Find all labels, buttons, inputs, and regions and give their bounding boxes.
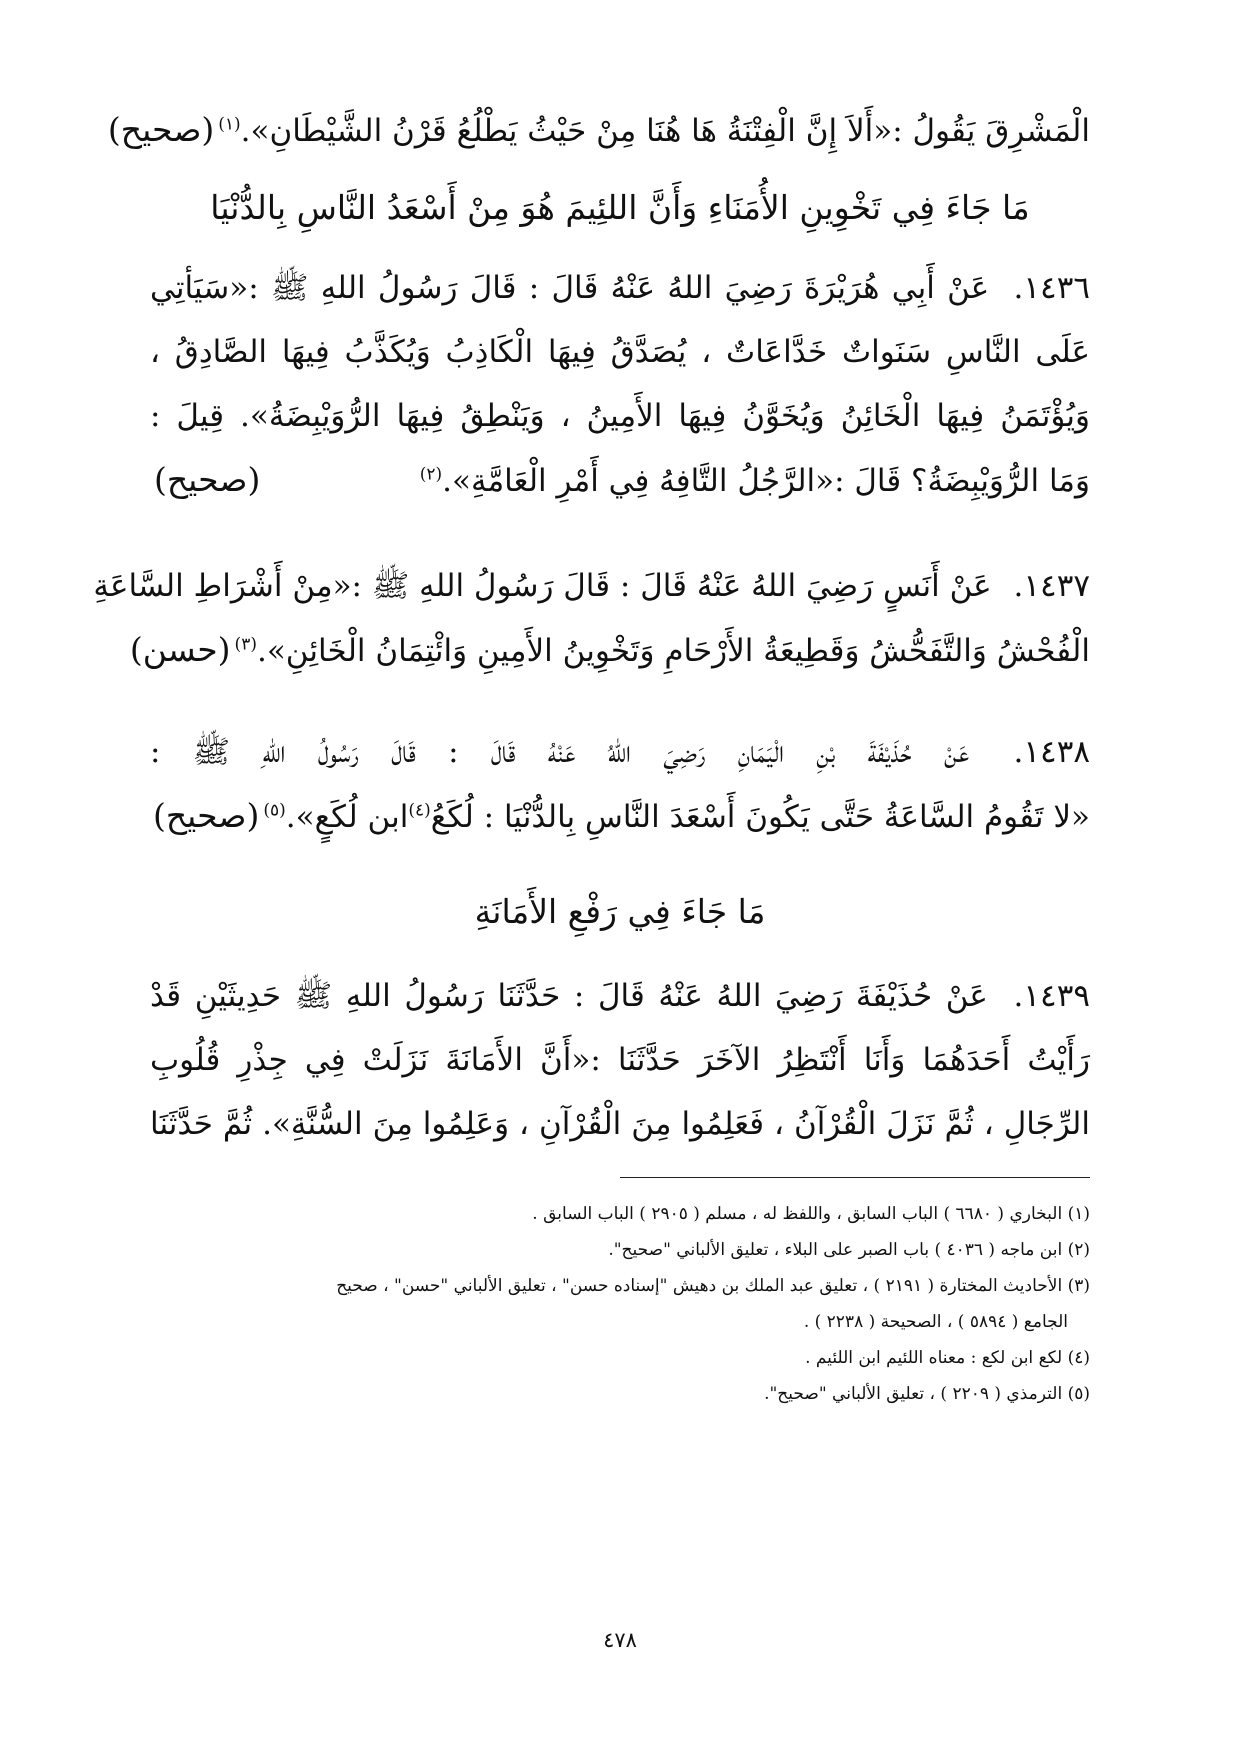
hadith-text: الرِّجَالِ ، ثُمَّ نَزَلَ الْقُرْآنُ ، فَعَلِمُوا مِنَ الْقُرْآنِ ، وَعَلِمُوا مِنَ السُّنَّةِ». ثُمَّ حَدَّثَنَا	[150, 1106, 1090, 1142]
hadith-text: عَنْ أَنَسٍ رَضِيَ اللهُ عَنْهُ قَالَ : قَالَ رَسُولُ اللهِ ﷺ :«مِنْ أَشْرَاطِ السَّاعَةِ	[93, 568, 992, 604]
hadith-text: عَنْ أَبِي هُرَيْرَةَ رَضِيَ اللهُ عَنْهُ قَالَ : قَالَ رَسُولُ اللهِ ﷺ :«سَيَأتِي	[150, 270, 990, 306]
footnote-ref: (١)	[218, 114, 241, 135]
footnote-ref: (٣)	[234, 634, 257, 655]
section-heading: مَا جَاءَ فِي رَفْعِ الأَمَانَةِ	[474, 892, 766, 931]
hadith-text: وَيُؤْتَمَنُ فِيهَا الْخَائِنُ وَيُخَوَّنُ فِيهَا الأَمِينُ ، وَيَنْطِقُ فِيهَا الرُّوَيْبِضَةُ». قِيلَ :	[150, 398, 1090, 434]
footnote: (٤) لكع ابن لكع : معناه اللئيم ابن اللئيم .	[805, 1348, 1090, 1368]
footnote-ref: (٢)	[419, 464, 443, 485]
hadith-text: «لا تَقُومُ السَّاعَةُ حَتَّى يَكُونَ أَسْعَدَ النَّاسِ بِالدُّنْيَا : لُكَعُ$^{(٤)}$ابن لُكَعٍ».$^{(٥)}$	[263, 799, 1090, 835]
continuation-paragraph	[107, 98, 1090, 162]
footnote: (٣) الأحاديث المختارة ( ٢١٩١ ) ، تعليق عبد الملك بن دهيش "إسناده حسن" ، تعليق الألباني "حسن" ، صحيح	[336, 1276, 1090, 1296]
hadith-text: عَلَى النَّاسِ سَنَواتٌ خَدَّاعَاتٌ ، يُصَدَّقُ فِيهَا الْكَاذِبُ وَيُكَذَّبُ فِيهَا الصَّادِقُ ،	[150, 334, 1090, 370]
hadith-text: رَأَيْتُ أَحَدَهُمَا وَأَنَا أَنْتَظِرُ الآخَرَ حَدَّثَنَا :«أَنَّ الأَمَانَةَ نَزَلَتْ فِي جِذْرِ قُلُوبِ	[150, 1042, 1090, 1078]
grade-label: (حسن)	[129, 630, 231, 669]
hadith-1436	[150, 256, 1090, 512]
hadith-text: الْمَشْرِقَ يَقُولُ :«أَلاَ إِنَّ الْفِتْنَةُ هَا هُنَا مِنْ حَيْثُ يَطْلُعُ قَرْنُ الشَّيْطَانِ».$^{(١)}$	[218, 113, 1090, 149]
footnote: الجامع ( ٥٨٩٤ ) ، الصحيحة ( ٢٢٣٨ ) .	[803, 1312, 1068, 1332]
grade-label: (صحيح)	[154, 460, 261, 499]
page-number: ٤٧٨	[603, 1628, 637, 1652]
hadith-text: عَنْ حُذَيْفَةَ بْنِ الْيَمَانِ رَضِيَ اللهُ عَنْهُ قَالَ : قَالَ رَسُولُ اللهِ ﷺ :	[150, 734, 970, 770]
hadith-1437	[93, 554, 1090, 682]
footnote: (٥) الترمذي ( ٢٢٠٩ ) ، تعليق الألباني "صحيح".	[764, 1384, 1090, 1404]
footnote: (١) البخاري ( ٦٦٨٠ ) الباب السابق ، واللفظ له ، مسلم ( ٢٩٠٥ ) الباب السابق .	[532, 1204, 1090, 1224]
hadith-number: ١٤٣٧.	[1013, 568, 1090, 604]
hadith-1438	[150, 720, 1090, 848]
footnote-divider	[620, 1177, 1090, 1178]
footnote-ref: (٥)	[263, 800, 286, 821]
hadith-1439	[150, 964, 1090, 1156]
grade-label: (صحيح)	[107, 110, 215, 149]
hadith-number: ١٤٣٦.	[1013, 270, 1090, 306]
hadith-text: وَمَا الرُّوَيْبِضَةُ؟ قَالَ :«الرَّجُلُ التَّافِهُ فِي أَمْرِ الْعَامَّةِ».$^{(٢)}$	[419, 463, 1090, 499]
footnote-ref: (٤)	[408, 800, 431, 821]
section-heading: مَا جَاءَ فِي تَخْوِينِ الأُمَنَاءِ وَأَنَّ اللئِيمَ هُوَ مِنْ أَسْعَدُ النَّاسِ بِالدُّنْيَا	[210, 188, 1030, 227]
hadith-text: الْفُحْشُ وَالتَّفَحُّشُ وَقَطِيعَةُ الأَرْحَامِ وَتَخْوِينُ الأَمِينِ وَائْتِمَانُ الْخَائِنِ».$^{(٣)}$	[234, 633, 1090, 669]
footnote: (٢) ابن ماجه ( ٤٠٣٦ ) باب الصبر على البلاء ، تعليق الألباني "صحيح".	[608, 1240, 1090, 1260]
hadith-text: عَنْ حُذَيْفَةَ رَضِيَ اللهُ عَنْهُ قَالَ : حَدَّثَنَا رَسُولُ اللهِ ﷺ حَدِيثَيْنِ قَدْ	[150, 978, 988, 1014]
hadith-number: ١٤٣٩.	[1013, 978, 1090, 1014]
hadith-number: ١٤٣٨.	[1013, 734, 1090, 770]
grade-label: (صحيح)	[152, 796, 260, 835]
footnotes	[150, 1196, 1090, 1412]
